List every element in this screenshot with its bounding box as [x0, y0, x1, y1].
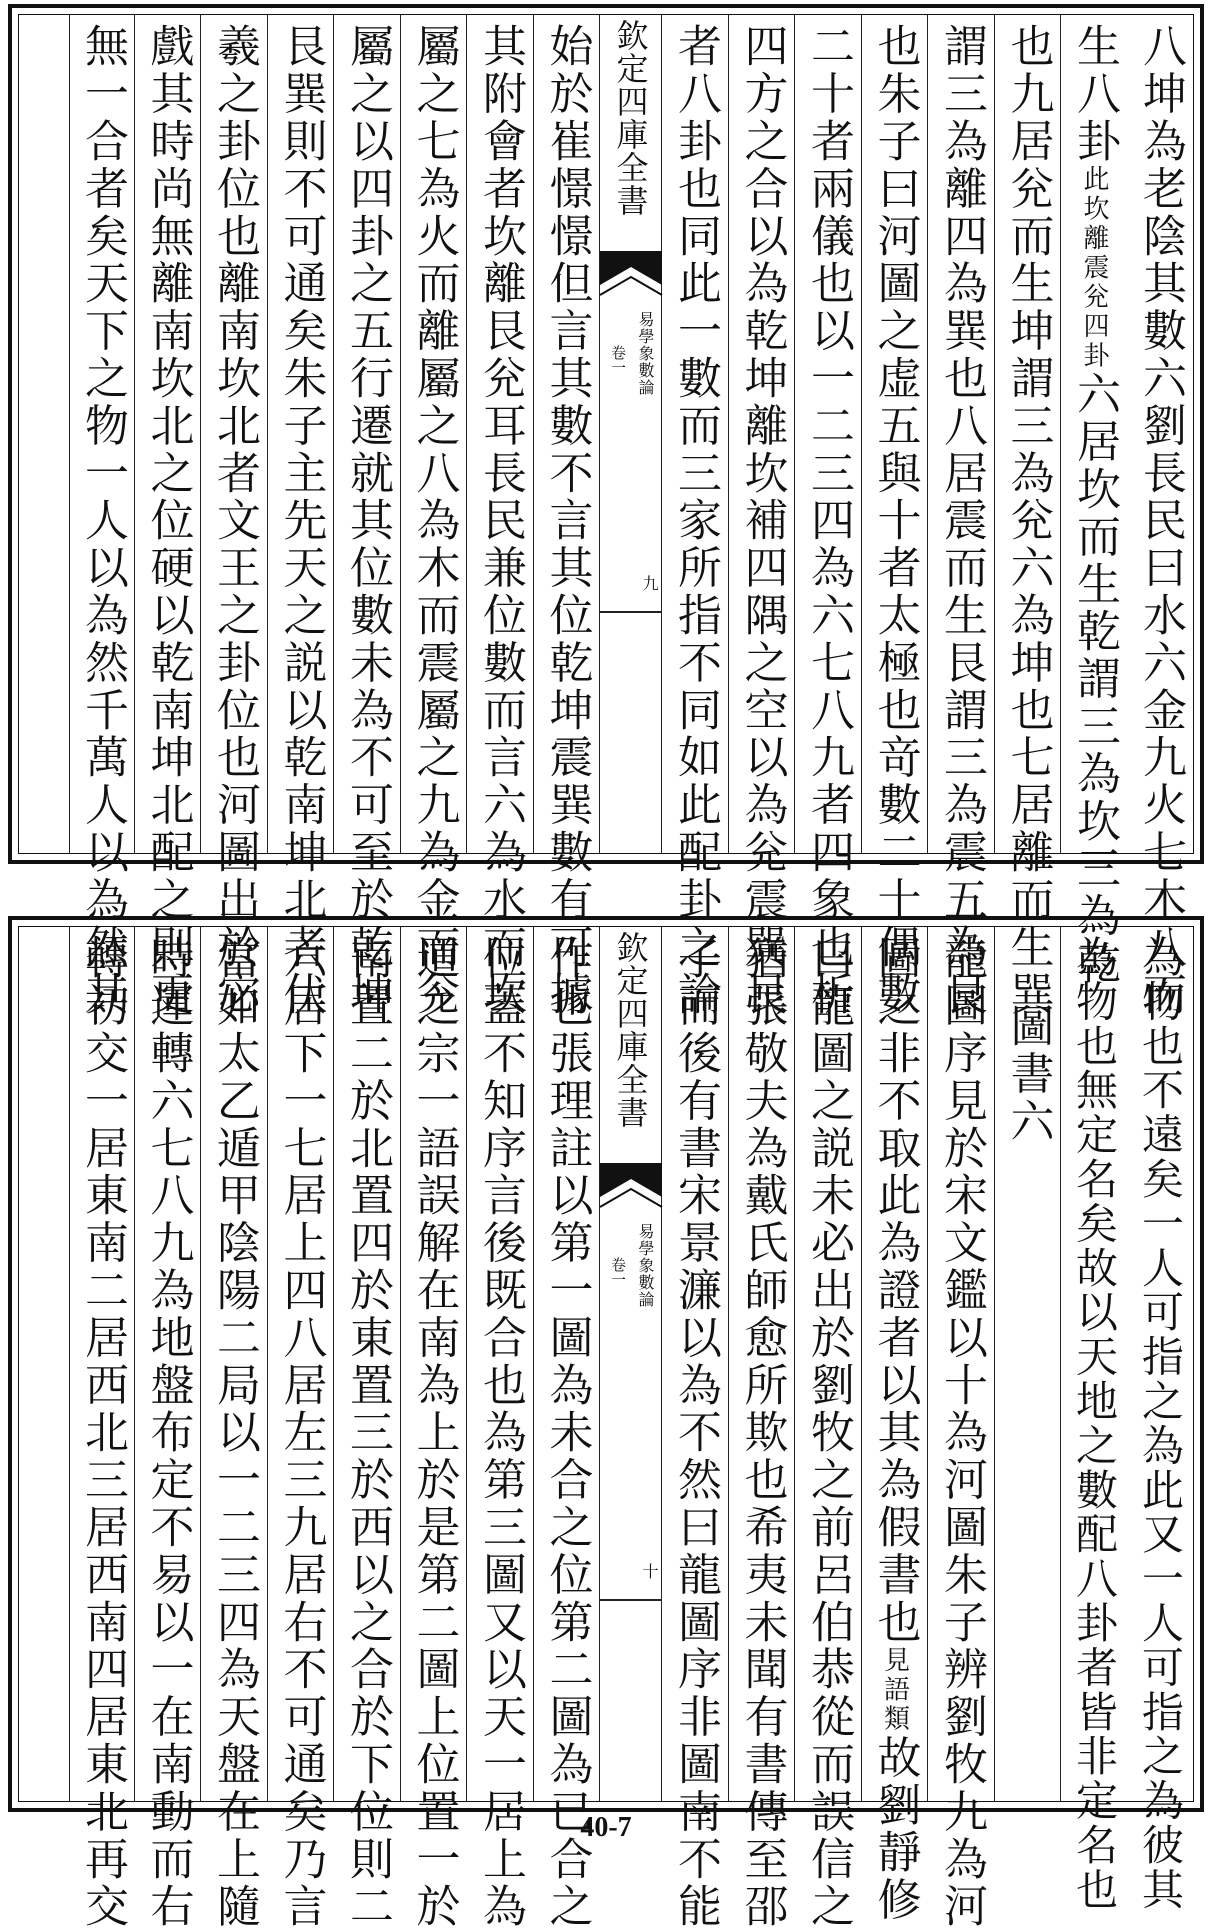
banner-book-title: 易學象數論 [636, 1223, 655, 1308]
banner-rule [600, 1599, 661, 1601]
banner-rule [600, 611, 661, 613]
column: 謂三為離四為巽也八居震而生艮謂三為震五為艮 [927, 15, 994, 853]
column: 也九居兊而生坤謂三為兊六為坤也七居離而生巽 [994, 15, 1060, 853]
column: 屬之以四卦之五行遷就其位數未為不可至於乾坤 [333, 15, 400, 853]
inline-note: 此坎離震兊四卦 [1079, 165, 1109, 372]
inline-note: 見語類 [879, 1646, 910, 1735]
column: 始於崔憬憬但言其數不言其位乾坤震巽數有可據 [533, 15, 599, 853]
column: 戲其時尚無離南坎北之位硬以乾南坤北配之則更 [134, 15, 200, 853]
center-banner [599, 15, 661, 853]
column: 也朱子曰河圖之虚五與十者太極也竒數二十偶數 [861, 15, 927, 853]
column: 轉初交一居東南二居西北三居西南四居東北再交 [69, 927, 134, 1801]
column: 南置二於北置四於東置三於西以之合於下位則二 [333, 927, 400, 1801]
column: 曰龍圖之説未必出於劉牧之前呂伯恭從而誤信之 [794, 927, 861, 1801]
column: 者八卦也同此一數而三家所指不同如此配卦之論 [661, 15, 728, 853]
banner-title: 欽定四庫全書 [611, 931, 650, 1129]
banner-book-title: 易學象數論 [636, 311, 655, 396]
banner-leaf-number: 九 [640, 575, 659, 591]
column: 艮巽則不可通矣朱子主先天之説以乾南坤北者伏 [267, 15, 333, 853]
banner-volume: 卷一 [609, 345, 627, 375]
center-banner [599, 927, 661, 1801]
column: 為物也不遠矣一人可指之為此又一人可指之為彼其 [1136, 935, 1185, 1912]
column: 六居下一七居上四八居左三九居右不可通矣乃言 [267, 927, 333, 1801]
fish-tail-mark-icon [600, 1163, 662, 1223]
column: 龍圖序見於宋文鑑以十為河圖朱子辨劉牧九為河 [927, 927, 994, 1801]
column: 二十者兩儀也以一二三四為六七八九者四象也析 [794, 15, 861, 853]
fish-tail-mark-icon [600, 251, 662, 311]
column: 四方之合以為乾坤離坎補四隅之空以為兊震巽艮 [728, 15, 794, 853]
section-heading: 圖書六 [994, 927, 1060, 1801]
banner-volume: 卷一 [609, 1257, 627, 1287]
column: 生八卦此坎離震兊四卦六居坎而生乾謂三為坎三為乾 [1060, 15, 1127, 853]
banner-title: 欽定四庫全書 [611, 19, 650, 217]
column: 當如太乙遁甲陰陽二局以一二三四為天盤在上隨 [200, 927, 267, 1801]
banner-leaf-number: 十 [640, 1563, 659, 1579]
column: 無一合者矣天下之物一人以為然千萬人以為然其 [69, 15, 134, 853]
column: 八坤為老陰其數六劉長民曰水六金九火七木八而 [1135, 23, 1186, 1019]
column: 猶張敬夫為戴氏師愈所欺也希夷未聞有書傳至邵 [728, 927, 794, 1801]
column: 子而後有書宋景濂以為不然曰龍圖序非圖南不能 [661, 927, 728, 1801]
column: 圖之非不取此為證者以其為假書也見語類故劉靜修 [861, 927, 927, 1801]
column: 羲之卦位也離南坎北者文王之卦位也河圖出於宓 [200, 15, 267, 853]
column: 作也張理註以第一圖為未合之位第二圖為已合之 [533, 927, 599, 1801]
column: 道之宗一語誤解在南為上於是第二圖上位置一於 [400, 927, 466, 1801]
column: 其附會者坎離艮兊耳長民兼位數而言六為水而坎 [466, 15, 533, 853]
top-page [8, 4, 1204, 1019]
column: 為物也無定名矣故以天地之數配八卦者皆非定名也 [1060, 927, 1127, 1801]
column: 位蓋不知序言後既合也為第三圖又以天一居上為 [466, 927, 533, 1801]
column: 屬之七為火而離屬之八為木而震屬之九為金而兊 [400, 15, 466, 853]
top-page-frame [18, 14, 1194, 1019]
column: 時運轉六七八九為地盤布定不易以一在南動而右 [134, 927, 200, 1801]
page-number: 40-7 [580, 1812, 632, 1843]
